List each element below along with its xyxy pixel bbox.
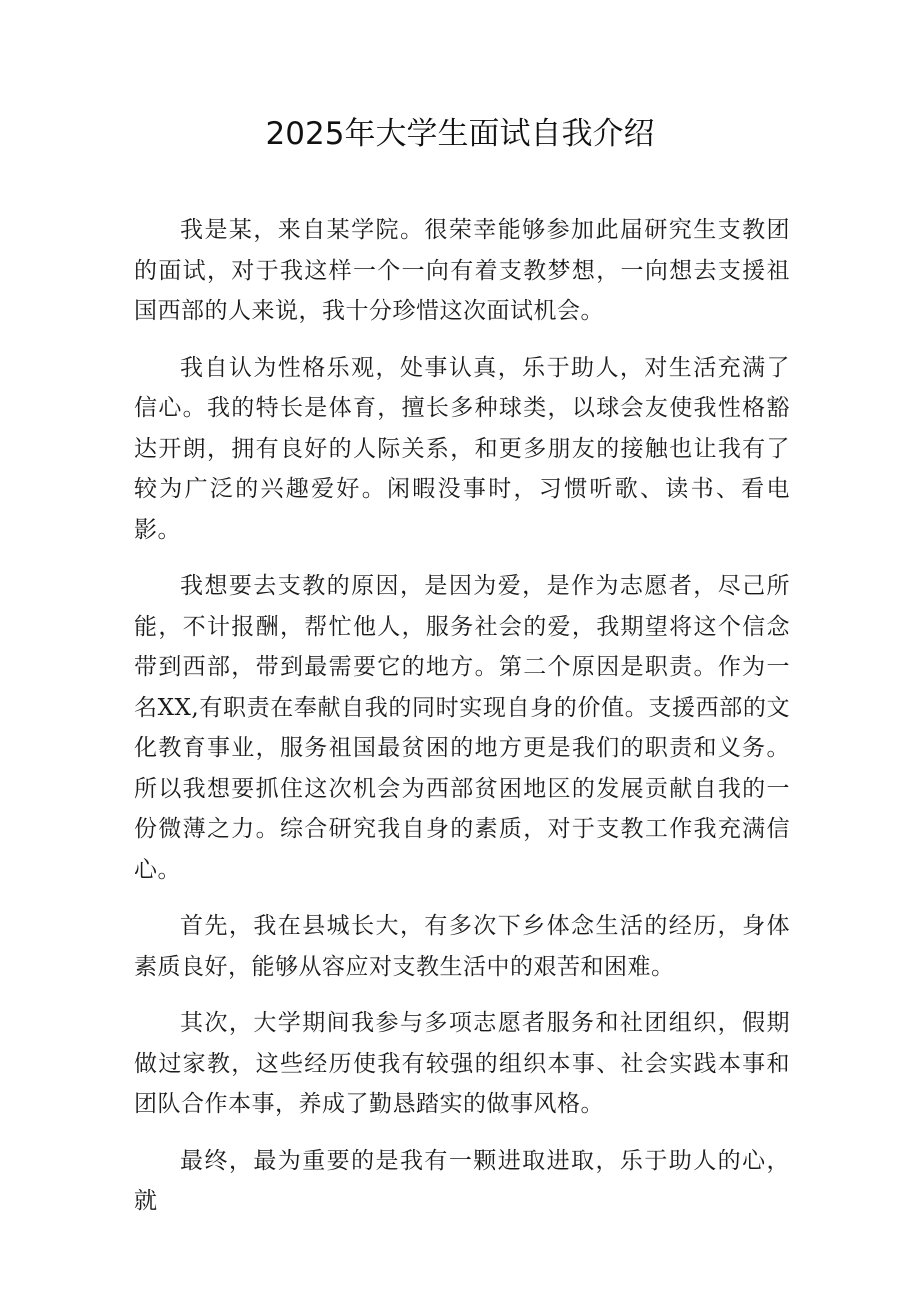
paragraph-final-reason: 最终，最为重要的是我有一颗进取进取，乐于助人的心，就 [134, 1147, 790, 1214]
paragraph-first-reason: 首先，我在县城长大，有多次下乡体念生活的经历，身体素质良好，能够从容应对支教生活中的艰苦和困难。 [134, 913, 790, 980]
paragraph-personality: 我自认为性格乐观，处事认真，乐于助人，对生活充满了信心。我的特长是体育，擅长多种球类，以球会友使我性格豁达开朗，拥有良好的人际关系，和更多朋友的接触也让我有了较为广泛的兴趣爱好。闲暇没事时，习惯听歌、读书、看电影。 [134, 354, 790, 543]
paragraph-introduction: 我是某，来自某学院。很荣幸能够参加此届研究生支教团的面试，对于我这样一个一向有着支教梦想，一向想去支援祖国西部的人来说，我十分珍惜这次面试机会。 [134, 217, 790, 324]
paragraph-second-reason: 其次，大学期间我参与多项志愿者服务和社团组织，假期做过家教，这些经历使我有较强的组织本事、社会实践本事和团队合作本事，养成了勤恳踏实的做事风格。 [134, 1010, 790, 1117]
paragraph-motivation: 我想要去支教的原因，是因为爱，是作为志愿者，尽己所能，不计报酬，帮忙他人，服务社会的爱，我期望将这个信念带到西部，带到最需要它的地方。第二个原因是职责。作为一名XX,有职责在奉献自我的同时实现自身的价值。支援西部的文化教育事业，服务祖国最贫困的地方更是我们的职责和义务。所以我想要抓住这次机会为西部贫困地区的发展贡献自我的一份微薄之力。综合研究我自身的素质，对于支教工作我充满信心。 [134, 573, 790, 883]
document-body [134, 210, 790, 1238]
document-title: 2025年大学生面试自我介绍 [265, 116, 655, 152]
